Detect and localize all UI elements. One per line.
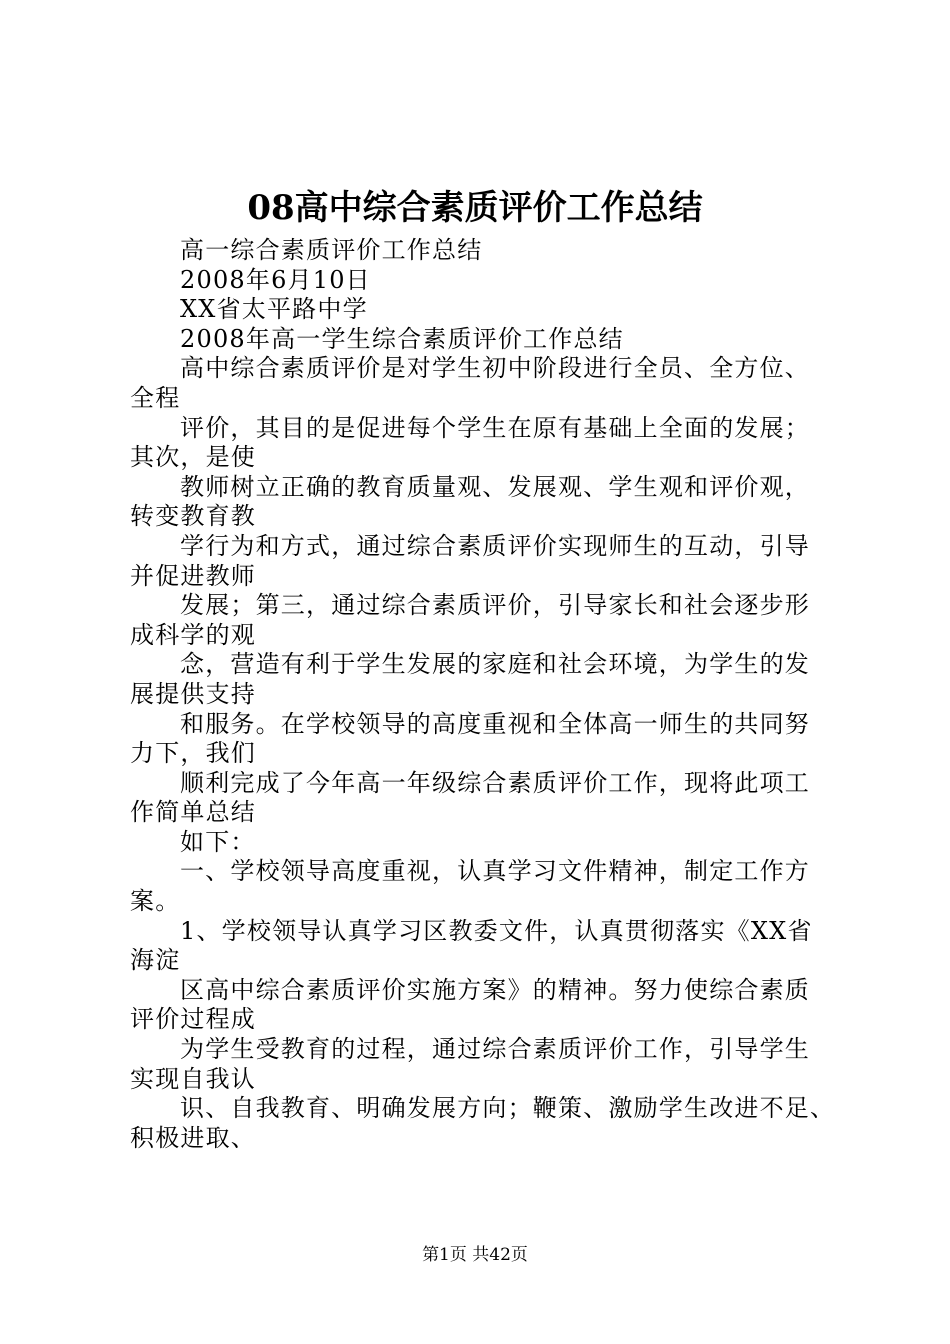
body-line: 1、学校领导认真学习区教委文件，认真贯彻落实《XX省 <box>180 916 813 945</box>
body-line: 念，营造有利于学生发展的家庭和社会环境，为学生的发 <box>180 650 810 679</box>
document-body <box>130 236 850 1153</box>
body-line: 一、学校领导高度重视，认真学习文件精神，制定工作方 <box>180 857 810 886</box>
body-line: 积极进取、 <box>130 1123 256 1152</box>
body-line: 和服务。在学校领导的高度重视和全体高一师生的共同努 <box>180 709 810 738</box>
body-line: 转变教育教 <box>130 502 256 531</box>
page-footer: 第1页 共42页 <box>422 1245 528 1265</box>
body-line: 2008年高一学生综合素质评价工作总结 <box>180 324 624 353</box>
body-line: 并促进教师 <box>130 561 256 590</box>
body-line: 教师树立正确的教育质量观、发展观、学生观和评价观， <box>180 472 810 501</box>
body-line: 学行为和方式，通过综合素质评价实现师生的互动，引导 <box>180 531 810 560</box>
body-line: 实现自我认 <box>130 1064 256 1093</box>
body-line: 力下，我们 <box>130 739 256 768</box>
body-line: 区高中综合素质评价实施方案》的精神。努力使综合素质 <box>180 975 810 1004</box>
body-line: 高一综合素质评价工作总结 <box>180 236 483 264</box>
body-line: 其次，是使 <box>130 443 256 472</box>
body-line: 识、自我教育、明确发展方向；鞭策、激励学生改进不足、 <box>180 1094 836 1123</box>
body-line: 发展；第三，通过综合素质评价，引导家长和社会逐步形 <box>180 591 810 620</box>
body-line: 为学生受教育的过程，通过综合素质评价工作，引导学生 <box>180 1035 810 1064</box>
body-line: 作简单总结 <box>130 798 256 827</box>
body-line: 成科学的观 <box>130 620 256 649</box>
body-line: 评价，其目的是促进每个学生在原有基础上全面的发展； <box>180 413 810 442</box>
body-line: XX省太平路中学 <box>180 295 368 324</box>
body-line: 海淀 <box>130 946 181 975</box>
body-line: 高中综合素质评价是对学生初中阶段进行全员、全方位、 <box>180 354 810 383</box>
body-line: 顺利完成了今年高一年级综合素质评价工作，现将此项工 <box>180 768 810 797</box>
body-line: 评价过程成 <box>130 1005 256 1034</box>
body-line: 案。 <box>130 887 181 916</box>
document-title: 08高中综合素质评价工作总结 <box>247 188 703 228</box>
body-line: 全程 <box>130 383 181 412</box>
body-line: 展提供支持 <box>130 679 256 708</box>
body-line: 2008年6月10日 <box>180 265 371 294</box>
body-line: 如下： <box>180 827 256 856</box>
